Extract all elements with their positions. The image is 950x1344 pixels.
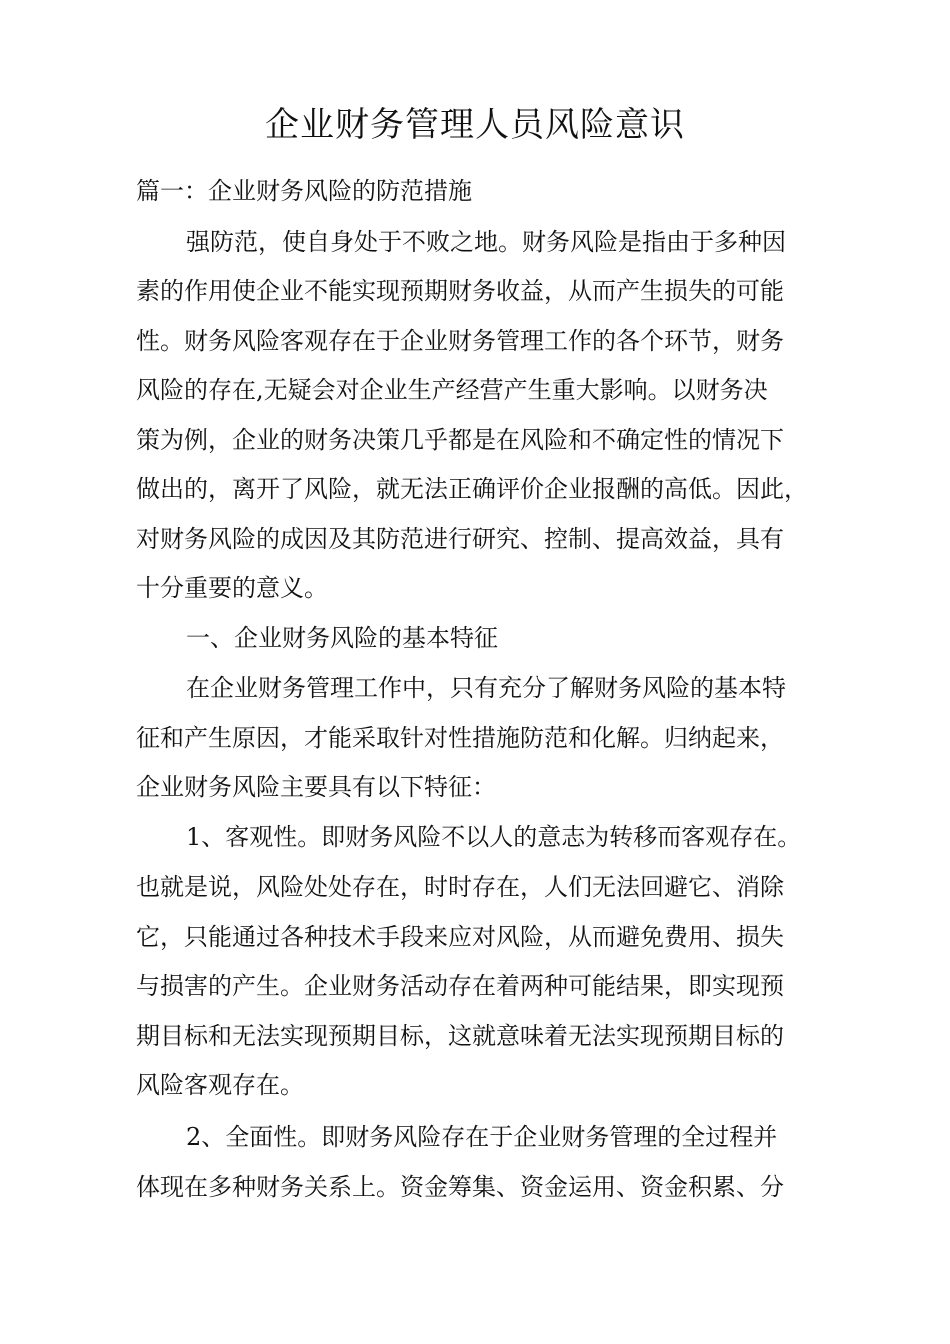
text-line: 素的作用使企业不能实现预期财务收益，从而产生损失的可能: [136, 277, 784, 305]
text-line: 征和产生原因，才能采取针对性措施防范和化解。归纳起来，: [136, 724, 784, 752]
text-line: 风险的存在,无疑会对企业生产经营产生重大影响。以财务决: [136, 376, 768, 404]
text-line: 策为例，企业的财务决策几乎都是在风险和不确定性的情况下: [136, 426, 784, 454]
text-line: 性。财务风险客观存在于企业财务管理工作的各个环节，财务: [136, 327, 784, 355]
text-line: 十分重要的意义。: [136, 574, 328, 602]
text-line: 它，只能通过各种技术手段来应对风险，从而避免费用、损失: [136, 923, 784, 951]
text-line: 在企业财务管理工作中，只有充分了解财务风险的基本特: [186, 674, 786, 702]
section-heading: 篇一：企业财务风险的防范措施: [136, 177, 472, 205]
text-line: 体现在多种财务关系上。资金筹集、资金运用、资金积累、分: [136, 1173, 784, 1201]
text-line: 强防范，使自身处于不败之地。财务风险是指由于多种因: [186, 228, 786, 256]
subheading: 一、企业财务风险的基本特征: [186, 624, 498, 652]
text-line: 做出的，离开了风险，就无法正确评价企业报酬的高低。因此，: [136, 475, 808, 503]
text-line: 与损害的产生。企业财务活动存在着两种可能结果，即实现预: [136, 972, 784, 1000]
text-line: 对财务风险的成因及其防范进行研究、控制、提高效益，具有: [136, 525, 784, 553]
text-line: 风险客观存在。: [136, 1071, 304, 1099]
text-line: 也就是说，风险处处存在，时时存在，人们无法回避它、消除: [136, 873, 784, 901]
text-line: 1、客观性。即财务风险不以人的意志为转移而客观存在。: [186, 823, 802, 851]
document-title: 企业财务管理人员风险意识: [265, 105, 685, 145]
text-line: 企业财务风险主要具有以下特征：: [136, 773, 496, 801]
text-line: 2、全面性。即财务风险存在于企业财务管理的全过程并: [186, 1123, 778, 1151]
text-line: 期目标和无法实现预期目标，这就意味着无法实现预期目标的: [136, 1022, 784, 1050]
